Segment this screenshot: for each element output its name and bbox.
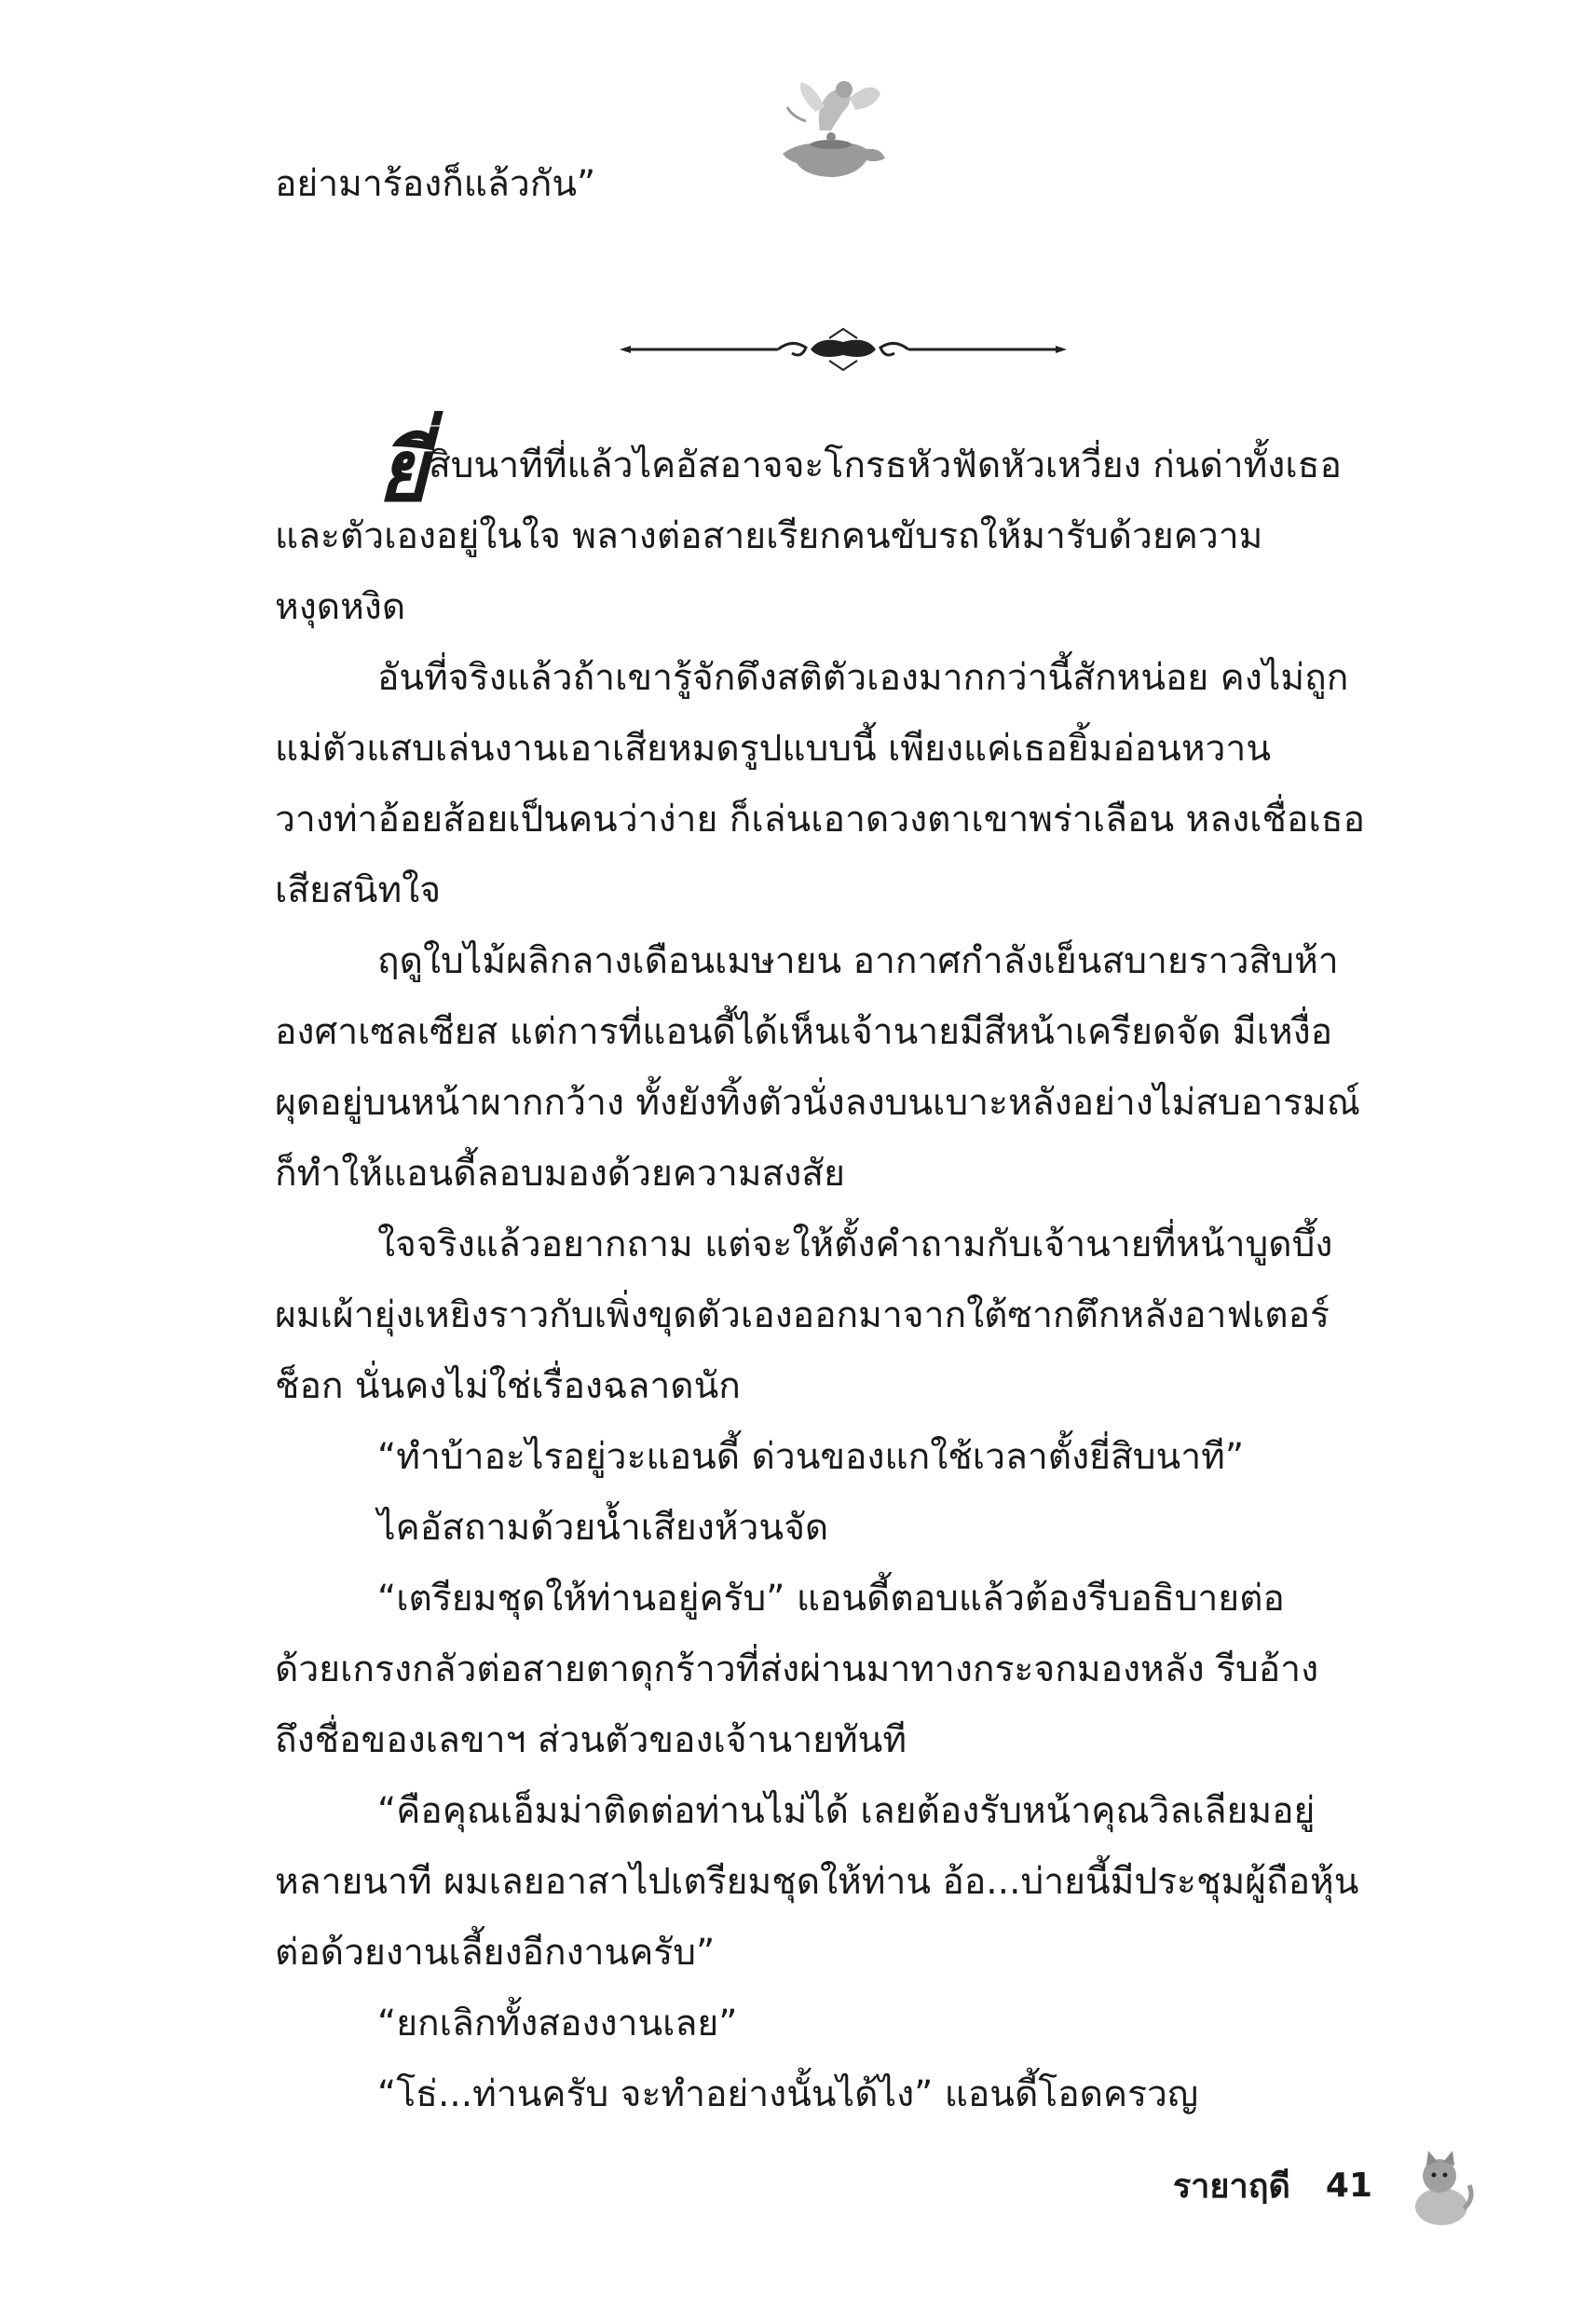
paragraph-line: อันที่จริงแล้วถ้าเขารู้จักดึงสติตัวเองมากกว่านี้สักหน่อย คงไม่ถูก	[377, 657, 1349, 699]
paragraph-line: “ทำบ้าอะไรอยู่วะแอนดี้ ด่วนของแกใช้เวลาตั้งยี่สิบนาที”	[377, 1436, 1245, 1478]
body-text	[275, 431, 1416, 2130]
paragraph-line: วางท่าอ้อยส้อยเป็นคนว่าง่าย ก็เล่นเอาดวงตาเขาพร่าเลือน หลงเชื่อเธอ	[275, 799, 1365, 841]
page-footer	[1173, 2143, 1475, 2227]
paragraph-line: แม่ตัวแสบเล่นงานเอาเสียหมดรูปแบบนี้ เพียงแค่เธอยิ้มอ่อนหวาน	[275, 728, 1271, 770]
paragraph-line: และตัวเองอยู่ในใจ พลางต่อสายเรียกคนขับรถให้มารับด้วยความ	[275, 515, 1263, 557]
paragraph-line: ฤดูใบไม้ผลิกลางเดือนเมษายน อากาศกำลังเย็นสบายราวสิบห้า	[377, 940, 1339, 982]
drop-cap: ยี่	[377, 420, 428, 521]
paragraph-line: ช็อก นั่นคงไม่ใช่เรื่องฉลาดนัก	[275, 1365, 741, 1407]
paragraph-line: ก็ทำให้แอนดี้ลอบมองด้วยความสงสัย	[275, 1153, 845, 1195]
paragraph-line: หงุดหงิด	[275, 586, 406, 628]
paragraph-line: ด้วยเกรงกลัวต่อสายตาดุกร้าวที่ส่งผ่านมาทางกระจกมองหลัง รีบอ้าง	[275, 1648, 1319, 1690]
paragraph-line: “ยกเลิกทั้งสองงานเลย”	[377, 2003, 738, 2044]
paragraph-line: สิบนาทีที่แล้วไคอัสอาจจะโกรธหัวฟัดหัวเหวี่ยง ก่นด่าทั้งเธอ	[429, 444, 1342, 486]
paragraph-line: ใจจริงแล้วอยากถาม แต่จะให้ตั้งคำถามกับเจ้านายที่หน้าบูดบึ้ง	[377, 1224, 1333, 1265]
paragraph-line: เสียสนิทใจ	[275, 869, 442, 911]
paragraph-lines	[275, 501, 1416, 2130]
paragraph-line: ผมเผ้ายุ่งเหยิงราวกับเพิ่งขุดตัวเองออกมาจากใต้ซากตึกหลังอาฟเตอร์	[275, 1294, 1330, 1336]
paragraph-line: ผุดอยู่บนหน้าผากกว้าง ทั้งยังทิ้งตัวนั่งลงบนเบาะหลังอย่างไม่สบอารมณ์	[275, 1082, 1360, 1124]
cat-icon	[1408, 2143, 1475, 2227]
paragraph-line: ต่อด้วยงานเลี้ยงอีกงานครับ”	[275, 1932, 716, 1974]
paragraph-line: “คือคุณเอ็มม่าติดต่อท่านไม่ได้ เลยต้องรับหน้าคุณวิลเลียมอยู่	[377, 1790, 1316, 1832]
paragraph-line: ไคอัสถามด้วยน้ำเสียงห้วนจัด	[377, 1507, 829, 1549]
paragraph-line: หลายนาที ผมเลยอาสาไปเตรียมชุดให้ท่าน อ้อ...บ่ายนี้มีประชุมผู้ถือหุ้น	[275, 1861, 1359, 1903]
chapter-tail-line	[275, 149, 1416, 220]
book-title: รายาฤดี	[1172, 2167, 1290, 2206]
paragraph-line: อย่ามาร้องก็แล้วกัน”	[275, 163, 596, 205]
ornamental-divider-icon	[620, 321, 1067, 377]
paragraph-line: องศาเซลเซียส แต่การที่แอนดี้ได้เห็นเจ้านายมีสีหน้าเครียดจัด มีเหงื่อ	[275, 1011, 1333, 1053]
paragraph-line: “เตรียมชุดให้ท่านอยู่ครับ” แอนดี้ตอบแล้วต้องรีบอธิบายต่อ	[377, 1578, 1285, 1620]
paragraph-line: ถึงชื่อของเลขาฯ ส่วนตัวของเจ้านายทันที	[275, 1719, 907, 1761]
paragraph-line: “โธ่...ท่านครับ จะทำอย่างนั้นได้ไง” แอนดี้โอดครวญ	[377, 2073, 1199, 2115]
page-number: 41	[1325, 2166, 1372, 2205]
